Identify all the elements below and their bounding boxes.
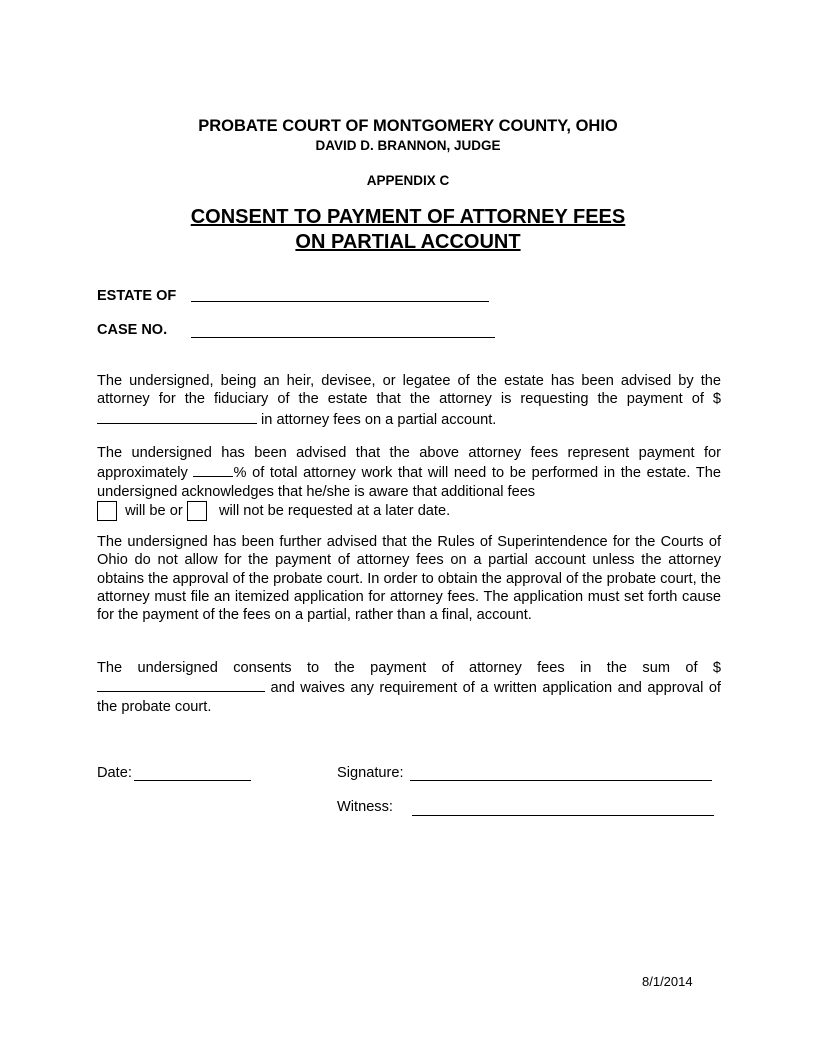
paragraph-consent — [97, 659, 721, 716]
revision-date: 8/1/2014 — [642, 974, 693, 989]
fee-amount-field[interactable] — [97, 409, 257, 424]
date-label: Date: — [97, 765, 132, 781]
paragraph-text: The undersigned consents to the payment of attorney fees in the sum of $ — [97, 660, 721, 676]
form-title-line1: CONSENT TO PAYMENT OF ATTORNEY FEES — [190, 206, 626, 228]
paragraph-percentage — [97, 444, 721, 521]
will-be-requested-checkbox[interactable] — [97, 501, 117, 521]
estate-of-label: ESTATE OF — [97, 288, 177, 304]
will-not-be-requested-checkbox[interactable] — [187, 501, 207, 521]
paragraph-advised-request — [97, 372, 721, 429]
case-no-field[interactable] — [191, 322, 495, 338]
witness-label: Witness: — [337, 799, 393, 815]
paragraph-text: The undersigned has been advised that the above attorney fees represent payment for approximately — [97, 445, 721, 482]
witness-field[interactable] — [412, 800, 714, 816]
judge-name: DAVID D. BRANNON, JUDGE — [315, 138, 501, 153]
percentage-field[interactable] — [193, 462, 233, 477]
will-not-be-label: will not be requested at a later date. — [218, 502, 451, 519]
consent-amount-field[interactable] — [97, 677, 265, 692]
will-be-label: will be or — [125, 502, 183, 519]
appendix-label: APPENDIX C — [366, 173, 450, 188]
form-title-line2: ON PARTIAL ACCOUNT — [295, 231, 521, 253]
estate-of-field[interactable] — [191, 287, 489, 302]
signature-label: Signature: — [337, 765, 404, 781]
signature-field[interactable] — [410, 766, 712, 781]
court-name: PROBATE COURT OF MONTGOMERY COUNTY, OHIO — [198, 117, 618, 135]
paragraph-text: % of total attorney work that will need to be performed in the estate. The undersigned acknowledges that he/she is aware that additional fees — [97, 465, 721, 500]
paragraph-rules: The undersigned has been further advised that the Rules of Superintendence for the Courts of Ohio do not allow for the payment of attorney fees on a partial account unless the attorney obtains the approval of the probate court. In order to obtain the approval of the probate court, the attorney must file an itemized application for attorney fees. The application must set forth cause for the payment of the fees on a partial, rather than a final, account. — [97, 534, 721, 624]
case-no-label: CASE NO. — [97, 322, 168, 338]
paragraph-text: in attorney fees on a partial account. — [257, 411, 497, 428]
date-field[interactable] — [134, 766, 251, 781]
paragraph-text: The undersigned, being an heir, devisee, or legatee of the estate has been advised by the attorney for the fiduciary of the estate that the attorney is requesting the payment of $ — [97, 373, 721, 408]
paragraph-text: and waives any requirement of a written application and approval of the probate court. — [97, 680, 721, 715]
